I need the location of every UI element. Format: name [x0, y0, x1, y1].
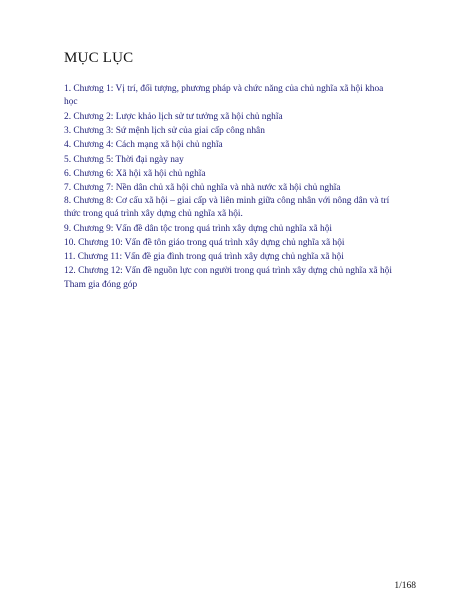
toc-link-chapter-8-line-1: 8. Chương 8: Cơ cấu xã hội – giai cấp và liên minh giữa công nhân với nông dân và trí: [64, 196, 390, 207]
toc-link-contribute[interactable]: Tham gia đóng góp: [64, 280, 138, 291]
toc-item-chapter-4: [64, 138, 414, 152]
toc-link-chapter-2[interactable]: 2. Chương 2: Lược khảo lịch sử tư tưởng xã hội chủ nghĩa: [64, 111, 283, 122]
table-of-contents: [64, 83, 414, 293]
toc-item-chapter-8: [64, 195, 414, 220]
toc-link-chapter-1-line-2: học: [64, 96, 78, 107]
toc-item-chapter-1: [64, 83, 414, 108]
toc-item-chapter-10: [64, 236, 414, 250]
toc-link-chapter-3[interactable]: 3. Chương 3: Sứ mệnh lịch sử của giai cấp công nhân: [64, 126, 265, 137]
toc-link-chapter-8[interactable]: [64, 196, 389, 218]
toc-item-contribute: [64, 278, 414, 292]
toc-link-chapter-11[interactable]: 11. Chương 11: Vấn đề gia đình trong quá trình xây dựng chủ nghĩa xã hội: [64, 252, 344, 263]
toc-item-chapter-7: [64, 181, 414, 195]
toc-item-chapter-5: [64, 153, 414, 167]
toc-link-chapter-1-line-1: 1. Chương 1: Vị trí, đối tượng, phương pháp và chức năng của chủ nghĩa xã hội khoa: [64, 84, 384, 94]
toc-item-chapter-9: [64, 222, 414, 236]
page-number: 1/168: [394, 581, 416, 591]
toc-item-chapter-2: [64, 110, 414, 124]
toc-item-chapter-3: [64, 124, 414, 138]
toc-item-chapter-11: [64, 250, 414, 264]
toc-link-chapter-4[interactable]: 4. Chương 4: Cách mạng xã hội chủ nghĩa: [64, 140, 223, 151]
toc-link-chapter-10[interactable]: 10. Chương 10: Vấn đề tôn giáo trong quá trình xây dựng chủ nghĩa xã hội: [64, 237, 345, 248]
toc-link-chapter-12[interactable]: 12. Chương 12: Vấn đề nguồn lực con người trong quá trình xây dựng chủ nghĩa xã hội: [64, 266, 392, 277]
toc-link-chapter-7[interactable]: 7. Chương 7: Nền dân chủ xã hội chủ nghĩa và nhà nước xã hội chủ nghĩa: [64, 183, 341, 193]
toc-link-chapter-6[interactable]: 6. Chương 6: Xã hội xã hội chủ nghĩa: [64, 168, 206, 179]
toc-link-chapter-1[interactable]: [64, 84, 414, 108]
toc-link-chapter-8-line-2: thức trong quá trình xây dựng chủ nghĩa xã hội.: [64, 208, 243, 219]
toc-item-chapter-12: [64, 264, 414, 278]
toc-item-chapter-6: [64, 167, 414, 181]
page-title: MỤC LỤC: [64, 50, 134, 66]
toc-link-chapter-9[interactable]: 9. Chương 9: Vấn đề dân tộc trong quá trình xây dựng chủ nghĩa xã hội: [64, 223, 333, 234]
toc-link-chapter-5[interactable]: 5. Chương 5: Thời đại ngày nay: [64, 154, 184, 165]
